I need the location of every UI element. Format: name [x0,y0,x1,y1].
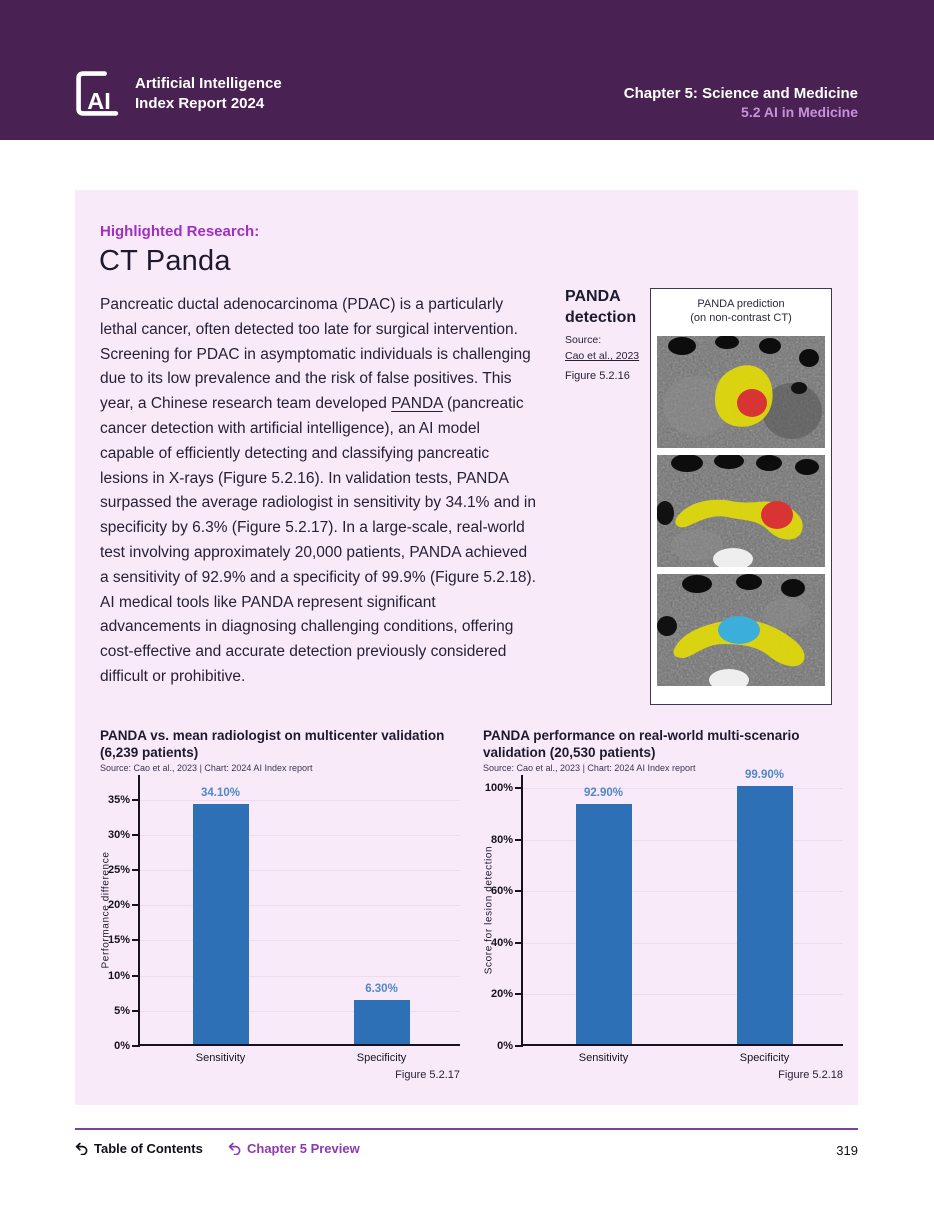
chart-title [100,728,478,761]
ct-panel-title-line2: (on non-contrast CT) [690,312,792,324]
gridline [523,943,843,944]
y-tick-label: 0% [497,1040,513,1052]
y-tick-mark [515,1045,523,1047]
bar-sensitivity [576,804,632,1044]
y-tick-mark [132,1045,140,1047]
y-tick-label: 20% [490,988,513,1001]
gridline [140,905,460,906]
plot-area [107,775,460,1064]
gridline [140,870,460,871]
chart-source: Source: Cao et al., 2023 | Chart: 2024 AI Index report [483,763,696,773]
footer-divider [75,1128,858,1130]
chart-title [483,728,861,761]
header-breadcrumb [624,84,858,122]
y-tick-mark [515,787,523,789]
y-tick-label: 40% [490,936,513,949]
y-tick-mark [132,869,140,871]
y-tick-label: 100% [484,781,513,794]
ct-scan-image-1 [657,336,825,448]
highlighted-research-kicker: Highlighted Research: [100,223,260,240]
y-tick-label: 20% [107,899,130,912]
brand [75,70,282,117]
page-title: CT Panda [99,245,231,277]
brand-text [135,74,282,114]
page-header [0,0,934,140]
y-tick-label: 10% [107,969,130,982]
body-text-after-link: (pancreatic cancer detection with artificial intelligence), an AI model capable of efficiently detecting and classifying pancreatic lesions in X-rays (Figure 5.2.16). In validation tests, PANDA surpassed the average radiologist in sensitivity by 34.1% and in specificity by 6.3% (Figure 5.2.17). In a large-scale, real-world test involving approximately 20,000 patients, PANDA achieved a sensitivity of 92.9% and a specificity of 99.9% (Figure 5.2.18). AI medical tools like PANDA represent significant advancements in diagnosing challenging conditions, offering cost-effective and accurate detection previously considered difficult or prohibitive. [100,395,536,685]
bar-sensitivity [193,804,249,1044]
table-of-contents-label: Table of Contents [94,1141,203,1156]
chapter-label: Chapter 5: Science and Medicine [623,85,858,102]
panda-link[interactable]: PANDA [391,395,443,413]
chart-multicenter-validation [100,728,478,1081]
y-tick-label: 25% [107,864,130,877]
figure-source-link[interactable]: Cao et al., 2023 [565,350,640,362]
bar-value-label: 6.30% [365,982,398,995]
y-tick-label: 30% [107,828,130,841]
x-tick-label: Specificity [739,1052,790,1064]
chart-title-line1: PANDA performance on real-world multi-scenario [483,728,800,743]
ai-index-logo-icon [75,70,122,117]
article-body [100,293,537,690]
ct-panel-title-line1: PANDA prediction [697,298,785,310]
y-axis-label: Performance difference [100,851,112,969]
gridline [140,800,460,801]
gridline [140,835,460,836]
chart-title-line1: PANDA vs. mean radiologist on multicenter validation [100,728,445,743]
chapter-preview-label: Chapter 5 Preview [247,1141,360,1156]
y-tick-label: 5% [114,1004,130,1017]
chapter-preview-link[interactable] [228,1141,360,1156]
y-tick-label: 60% [490,885,513,898]
y-tick-label: 0% [114,1040,130,1052]
y-tick-label: 80% [490,833,513,846]
x-tick-label: Sensitivity [578,1052,629,1064]
page-footer [75,1141,858,1161]
chart-title-line2: (6,239 patients) [100,744,199,760]
gridline [140,976,460,977]
bar-value-label: 92.90% [583,787,624,800]
table-of-contents-link[interactable] [75,1141,203,1156]
x-tick-label: Sensitivity [195,1052,246,1064]
bar-specificity [737,786,793,1044]
brand-line2: Index Report 2024 [135,94,265,112]
gridline [523,891,843,892]
brand-line1: Artificial Intelligence [135,74,282,92]
y-tick-label: 35% [107,793,130,806]
figure-caption: Figure 5.2.17 [395,1069,460,1081]
y-tick-mark [515,839,523,841]
y-tick-mark [515,890,523,892]
chart-source: Source: Cao et al., 2023 | Chart: 2024 AI Index report [100,763,313,773]
ai-logo-text: AI [87,87,111,114]
page-number: 319 [836,1143,858,1158]
y-tick-mark [132,799,140,801]
ct-scan-image-3 [657,574,825,686]
chart-title-line2: validation (20,530 patients) [483,744,656,760]
y-tick-mark [132,975,140,977]
figure-heading: PANDA detection [565,288,637,326]
figure-meta [565,286,647,382]
figure-number: Figure 5.2.16 [565,370,630,382]
undo-arrow-icon [75,1142,88,1155]
x-tick-label: Specificity [356,1052,407,1064]
figure-source-label: Source: [565,334,602,346]
undo-arrow-icon [228,1142,241,1155]
section-label: 5.2 AI in Medicine [741,104,858,120]
y-tick-mark [132,904,140,906]
body-text-before-link: Pancreatic ductal adenocarcinoma (PDAC) is a particularly lethal cancer, often detected too late for surgical intervention. Screening for PDAC in asymptomatic individuals is challenging due to its low prevalence and the risk of false positives. This year, a Chinese research team developed [100,296,531,413]
y-tick-mark [132,1010,140,1012]
y-tick-label: 15% [107,934,130,947]
y-axis-label: Score for lesion detection [483,845,495,975]
figure-caption: Figure 5.2.18 [778,1069,843,1081]
bar-specificity [354,1000,410,1044]
ct-panel-title [651,297,831,325]
y-tick-mark [132,939,140,941]
gridline [523,840,843,841]
gridline [140,940,460,941]
y-tick-mark [515,942,523,944]
gridline [523,788,843,789]
gridline [523,994,843,995]
chart-realworld-validation [483,728,861,1081]
gridline [140,1011,460,1012]
bar-value-label: 99.90% [744,769,785,782]
ct-scan-image-2 [657,455,825,567]
content-card [75,190,858,1105]
y-tick-mark [132,834,140,836]
bar-value-label: 34.10% [200,786,241,799]
ct-figure-panel [650,288,832,705]
y-tick-mark [515,993,523,995]
